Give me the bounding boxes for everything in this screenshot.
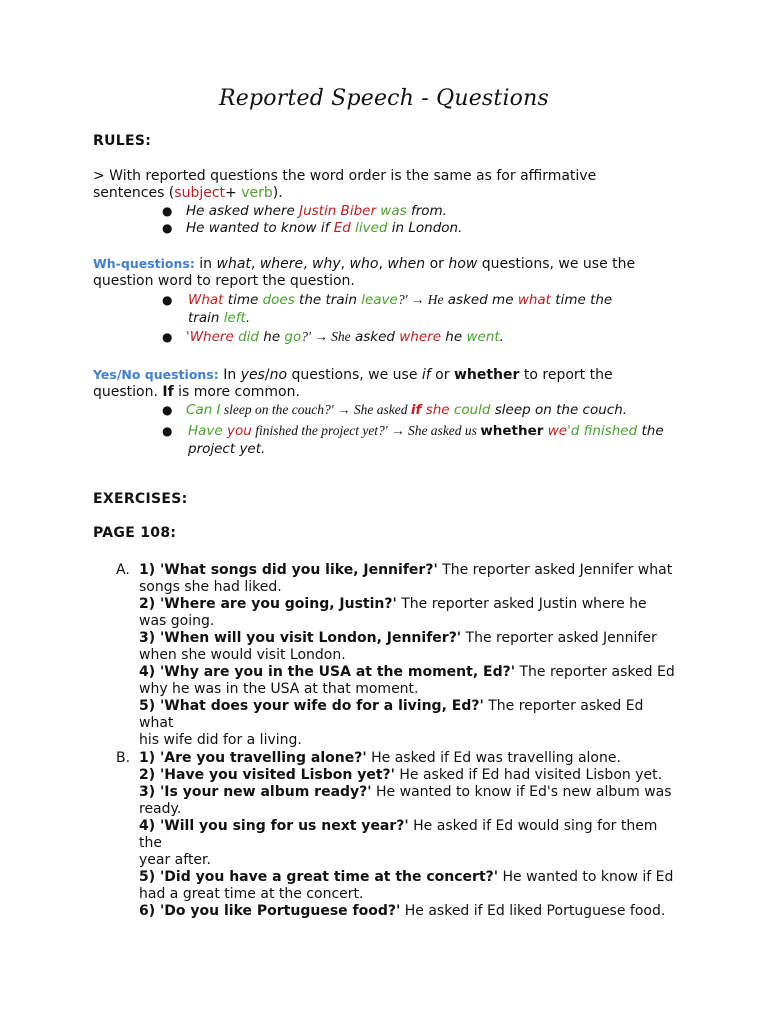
- rules-heading: RULES:: [93, 133, 152, 149]
- list-item: 3) 'Is your new album ready?' He wanted to know if Ed's new album was: [139, 784, 672, 800]
- wh-bullet-1: ● What time does the train leave?' → He asked me what time the train left.: [162, 292, 613, 326]
- list-item: when she would visit London.: [139, 647, 346, 663]
- rules-intro-line1: > With reported questions the word order is the same as for affirmative: [93, 168, 597, 184]
- list-item: 1) 'What songs did you like, Jennifer?' The reporter asked Jennifer what: [139, 562, 673, 578]
- list-item: was going.: [139, 613, 215, 629]
- wh-line2: question word to report the question.: [93, 273, 355, 289]
- wh-questions-paragraph: [93, 255, 653, 290]
- list-item: 4) 'Will you sing for us next year?' He asked if Ed would sing for them the: [139, 818, 658, 851]
- page-number-heading: PAGE 108:: [93, 525, 177, 541]
- yes-no-paragraph: [93, 366, 653, 401]
- list-item: 2) 'Have you visited Lisbon yet?' He asked if Ed had visited Lisbon yet.: [139, 767, 663, 783]
- list-item: his wife did for a living.: [139, 732, 302, 748]
- list-item: 1) 'Are you travelling alone?' He asked if Ed was travelling alone.: [139, 750, 621, 766]
- list-item: 5) 'Did you have a great time at the concert?' He wanted to know if Ed: [139, 869, 674, 885]
- exercise-a-list: [139, 562, 679, 749]
- exercise-b-list: [139, 750, 679, 920]
- list-item: had a great time at the concert.: [139, 886, 364, 902]
- list-item: 3) 'When will you visit London, Jennifer?' The reporter asked Jennifer: [139, 630, 657, 646]
- list-item: songs she had liked.: [139, 579, 282, 595]
- list-item: why he was in the USA at that moment.: [139, 681, 419, 697]
- exercise-b-letter: B.: [116, 750, 131, 766]
- list-item: 5) 'What does your wife do for a living, Ed?' The reporter asked Ed what: [139, 698, 644, 731]
- wh-bullet-2: ● 'Where did he go?' → She asked where he went.: [162, 329, 504, 345]
- rules-intro: [93, 168, 653, 202]
- yn-line2: question. If is more common.: [93, 384, 300, 400]
- list-item: 2) 'Where are you going, Justin?' The reporter asked Justin where he: [139, 596, 647, 612]
- list-item: ready.: [139, 801, 182, 817]
- list-item: 6) 'Do you like Portuguese food?' He asked if Ed liked Portuguese food.: [139, 903, 666, 919]
- list-item: 4) 'Why are you in the USA at the moment, Ed?' The reporter asked Ed: [139, 664, 675, 680]
- yn-bullet-1: ● Can I sleep on the couch?' → She asked if she could sleep on the couch.: [162, 402, 628, 418]
- yn-bullet-2: ● Have you finished the project yet?' → She asked us whether we'd finished the project yet.: [162, 423, 664, 457]
- page-title: Reported Speech - Questions: [219, 86, 549, 111]
- rules-bullet-1: ● He asked where Justin Biber was from.: [162, 203, 447, 219]
- yn-line1: Yes/No questions: In yes/no questions, we use if or whether to report the: [93, 367, 613, 383]
- list-item: year after.: [139, 852, 211, 868]
- wh-line1: Wh-questions: in what, where, why, who, when or how questions, we use the: [93, 256, 636, 272]
- exercise-a-letter: A.: [116, 562, 130, 578]
- rules-intro-line2: sentences (subject+ verb).: [93, 185, 283, 201]
- exercises-heading: EXERCISES:: [93, 491, 188, 507]
- rules-bullet-2: ● He wanted to know if Ed lived in London.: [162, 220, 463, 236]
